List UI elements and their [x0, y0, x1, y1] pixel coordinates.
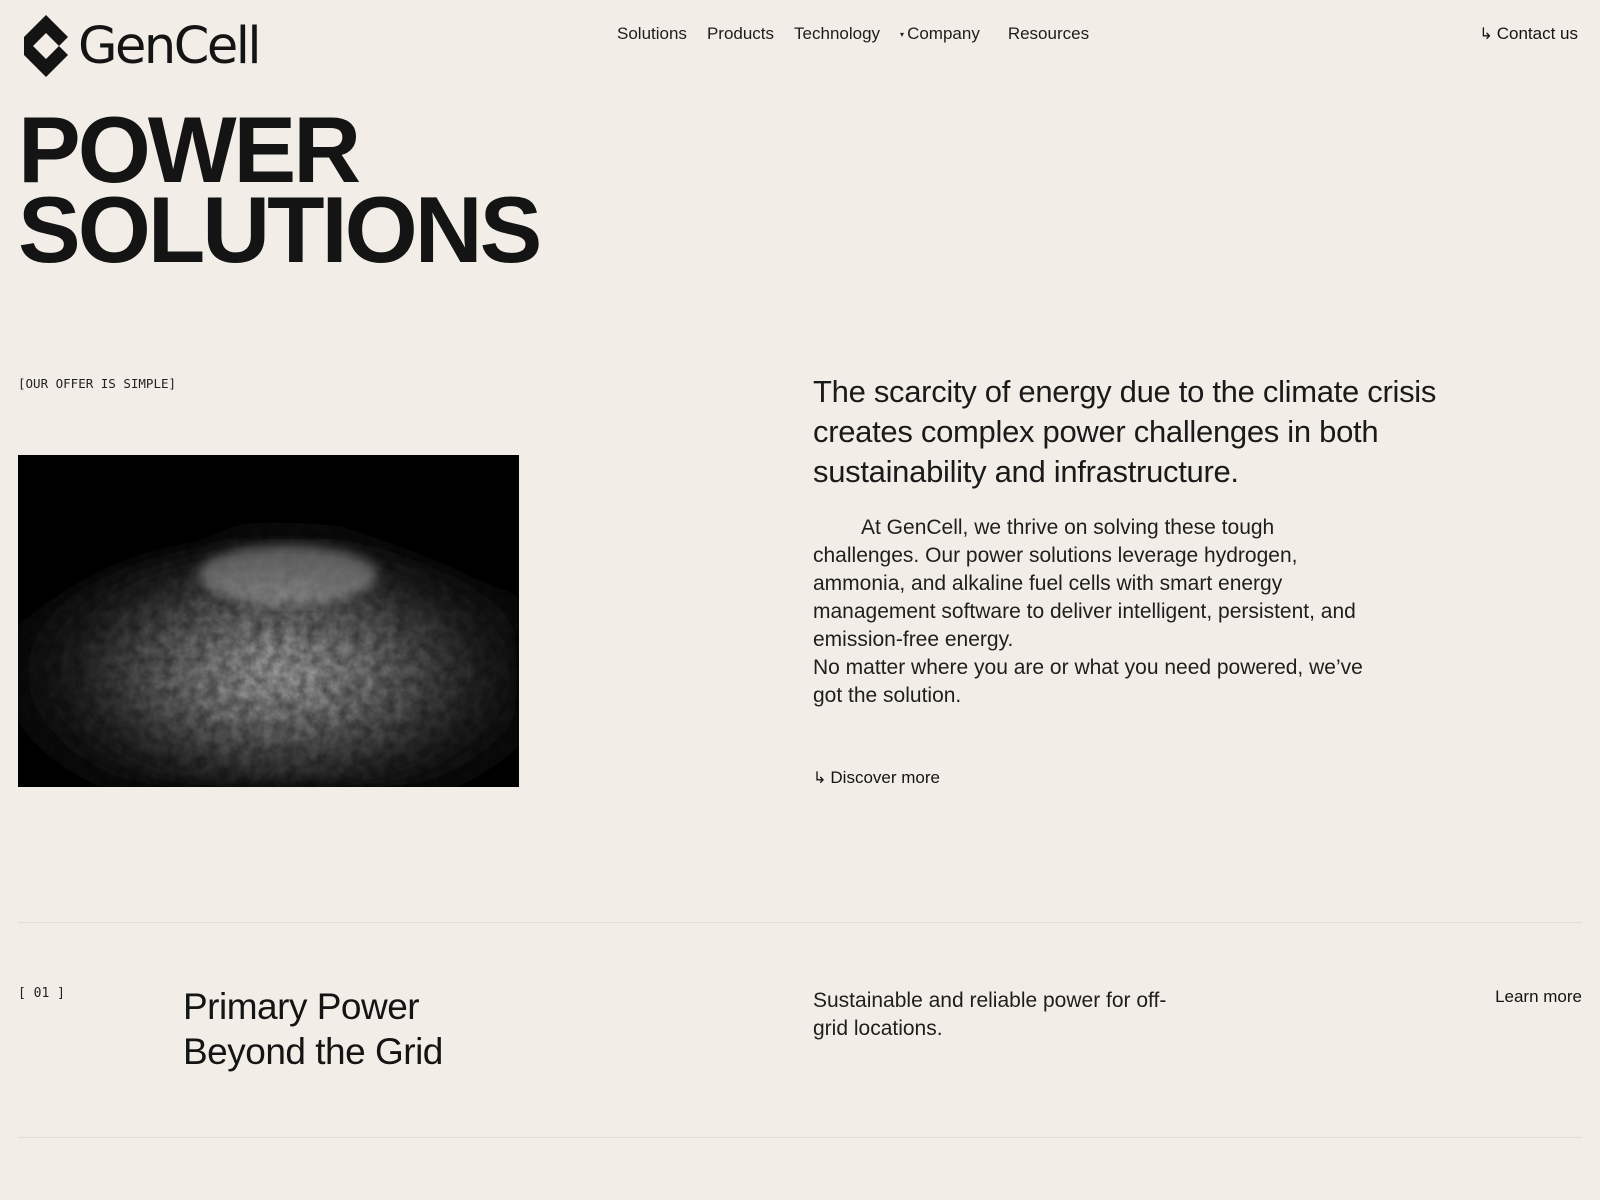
arrow-turn-down-right-icon: ↳	[813, 770, 827, 787]
nav-item-label: Resources	[1007, 24, 1090, 43]
nav-item-technology[interactable]	[794, 24, 880, 44]
contact-link[interactable]	[1479, 24, 1578, 44]
caret-down-icon: ▾	[900, 29, 905, 39]
nav-item-products[interactable]	[707, 24, 774, 44]
learn-more-link[interactable]: Learn more	[1495, 987, 1582, 1006]
nav-item-resources[interactable]	[1008, 24, 1089, 44]
page-title-line-1: POWER	[18, 97, 359, 202]
divider	[18, 922, 1582, 923]
photo-artwork	[18, 455, 519, 787]
discover-more-label: Discover more	[830, 768, 940, 787]
main-nav	[617, 24, 1109, 44]
offer-body	[813, 514, 1373, 710]
page-title	[18, 97, 540, 282]
gencell-diamond-logo-icon	[22, 15, 70, 77]
page-title-line-2: SOLUTIONS	[18, 177, 540, 282]
offer-paragraph-1: At GenCell, we thrive on solving these tough challenges. Our power solutions leverage hydrogen, ammonia, and alkaline fuel cells with smart energy management software to deliver intelligent, persistent, and emission-free energy.	[813, 516, 1356, 651]
offer-lead: The scarcity of energy due to the climate crisis creates complex power challenges in both sustainability and infrastructure.	[813, 374, 1437, 489]
discover-more-link[interactable]	[813, 768, 940, 788]
offer-paragraph-2: No matter where you are or what you need powered, we’ve got the solution.	[813, 656, 1363, 707]
nav-item-label: Solutions	[617, 24, 687, 43]
brand-name: GenCell	[78, 16, 260, 76]
divider	[18, 1137, 1582, 1138]
solution-title-line-2: Beyond the Grid	[183, 1031, 443, 1072]
section-label: [OUR OFFER IS SIMPLE]	[18, 376, 177, 391]
solution-number: [ 01 ]	[18, 986, 65, 1001]
brand-logo[interactable]	[22, 15, 259, 77]
contact-label: Contact us	[1496, 24, 1578, 43]
nav-item-solutions[interactable]	[617, 24, 687, 44]
arrow-turn-down-right-icon: ↳	[1479, 26, 1493, 43]
solution-title-line-1: Primary Power	[183, 986, 420, 1027]
nav-item-label: Products	[706, 24, 775, 43]
solution-title	[183, 984, 443, 1074]
powder-texture-photo	[18, 455, 519, 787]
nav-item-company[interactable]	[900, 24, 980, 44]
nav-item-label: Technology	[794, 24, 881, 43]
nav-item-label: Company	[907, 24, 980, 43]
solution-description: Sustainable and reliable power for off-grid locations.	[813, 989, 1167, 1040]
